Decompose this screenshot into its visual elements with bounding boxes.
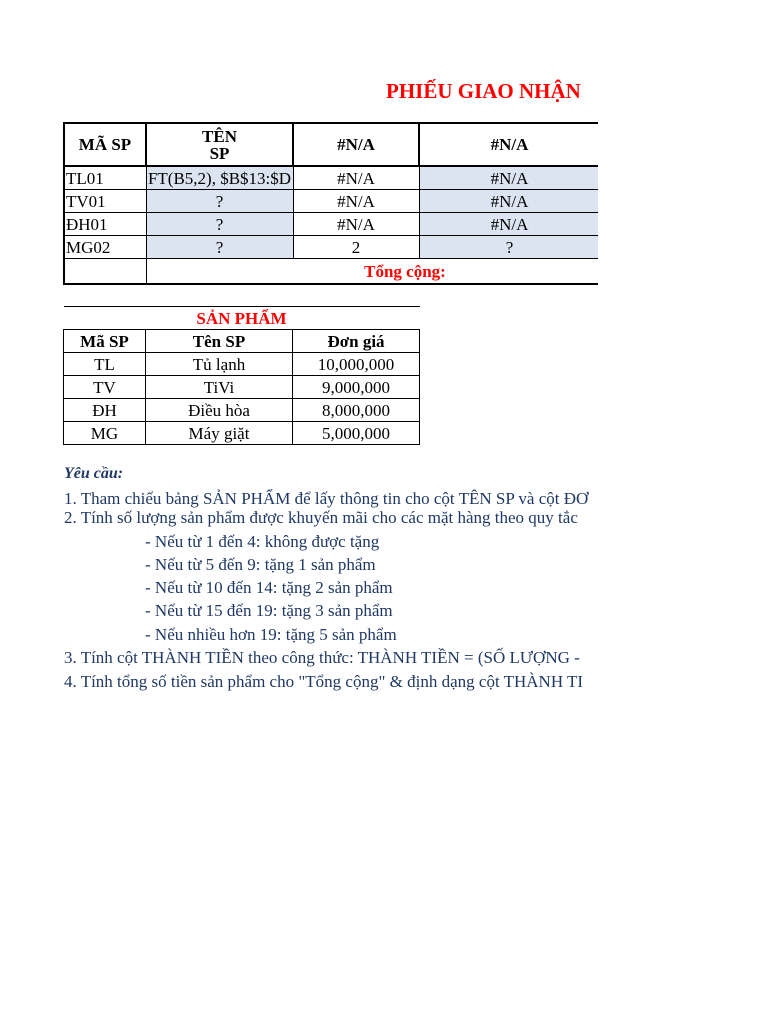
header-ma-sp[interactable]: MÃ SP	[64, 123, 146, 166]
header-col4[interactable]: #N/A	[419, 123, 598, 166]
cell-col3[interactable]: 2	[293, 236, 419, 259]
cell-name[interactable]: ?	[146, 190, 293, 213]
table-row	[64, 422, 420, 445]
cell-col3[interactable]: #N/A	[293, 166, 419, 190]
cell-col4[interactable]: ?	[419, 236, 598, 259]
header-don-gia[interactable]: Đơn giá	[293, 330, 420, 353]
invoice-table	[63, 122, 598, 285]
cell-code[interactable]: MG02	[64, 236, 146, 259]
cell-total-empty[interactable]	[64, 259, 146, 285]
header-ten-sp[interactable]: Tên SP	[146, 330, 293, 353]
cell-col4[interactable]: #N/A	[419, 190, 598, 213]
requirement-sub-5: - Nếu nhiều hơn 19: tặng 5 sản phẩm	[145, 625, 397, 644]
table-row	[64, 353, 420, 376]
table-row	[64, 190, 598, 213]
requirement-item-2: 2. Tính số lượng sản phẩm được khuyến mãi cho các mặt hàng theo quy tắc	[64, 508, 578, 527]
cell-price[interactable]: 8,000,000	[293, 399, 420, 422]
cell-code[interactable]: ĐH	[64, 399, 146, 422]
table-row	[64, 399, 420, 422]
cell-name[interactable]: Máy giặt	[146, 422, 293, 445]
cell-name[interactable]: Điều hòa	[146, 399, 293, 422]
requirement-item-3: 3. Tính cột THÀNH TIỀN theo công thức: THÀNH TIỀN = (SỐ LƯỢNG -	[64, 648, 580, 667]
header-col3[interactable]: #N/A	[293, 123, 419, 166]
requirement-sub-3: - Nếu từ 10 đến 14: tặng 2 sản phẩm	[145, 578, 393, 597]
cell-price[interactable]: 5,000,000	[293, 422, 420, 445]
cell-col4[interactable]: #N/A	[419, 166, 598, 190]
products-caption-row	[64, 307, 420, 330]
cell-code[interactable]: MG	[64, 422, 146, 445]
table-row	[64, 213, 598, 236]
header-ten-sp-line1: TÊN	[202, 126, 237, 146]
table-row	[64, 236, 598, 259]
cell-price[interactable]: 9,000,000	[293, 376, 420, 399]
table-row	[64, 376, 420, 399]
cell-code[interactable]: ĐH01	[64, 213, 146, 236]
cell-name[interactable]: TiVi	[146, 376, 293, 399]
cell-code[interactable]: TL	[64, 353, 146, 376]
cell-code[interactable]: TV	[64, 376, 146, 399]
requirement-sub-4: - Nếu từ 15 đến 19: tặng 3 sản phẩm	[145, 601, 393, 620]
cell-name[interactable]: FT(B5,2), $B$13:$D	[146, 166, 293, 190]
cell-code[interactable]: TV01	[64, 190, 146, 213]
requirement-sub-1: - Nếu từ 1 đến 4: không được tặng	[145, 532, 380, 551]
table-row	[64, 166, 598, 190]
invoice-header-row	[64, 123, 598, 166]
cell-col3[interactable]: #N/A	[293, 190, 419, 213]
products-header-row	[64, 330, 420, 353]
header-ma-sp[interactable]: Mã SP	[64, 330, 146, 353]
header-ten-sp-line2: SP	[209, 143, 230, 163]
cell-name[interactable]: ?	[146, 213, 293, 236]
cell-price[interactable]: 10,000,000	[293, 353, 420, 376]
products-table	[63, 306, 420, 445]
cell-code[interactable]: TL01	[64, 166, 146, 190]
requirement-item-4: 4. Tính tổng số tiền sản phẩm cho "Tổng cộng" & định dạng cột THÀNH TI	[64, 672, 584, 691]
total-label[interactable]: Tổng cộng:	[146, 259, 598, 285]
requirement-item-1: 1. Tham chiếu bảng SẢN PHẨM để lấy thông tin cho cột TÊN SP và cột ĐƠ	[64, 489, 589, 508]
products-caption[interactable]: SẢN PHẨM	[64, 307, 420, 330]
header-ten-sp[interactable]	[146, 123, 293, 166]
cell-col3[interactable]: #N/A	[293, 213, 419, 236]
page-title: PHIẾU GIAO NHẬN	[386, 79, 581, 103]
cell-name[interactable]: Tủ lạnh	[146, 353, 293, 376]
cell-name[interactable]: ?	[146, 236, 293, 259]
cell-col4[interactable]: #N/A	[419, 213, 598, 236]
total-row	[64, 259, 598, 285]
requirement-sub-2: - Nếu từ 5 đến 9: tặng 1 sản phẩm	[145, 555, 376, 574]
requirements-heading: Yêu cầu:	[64, 465, 124, 482]
